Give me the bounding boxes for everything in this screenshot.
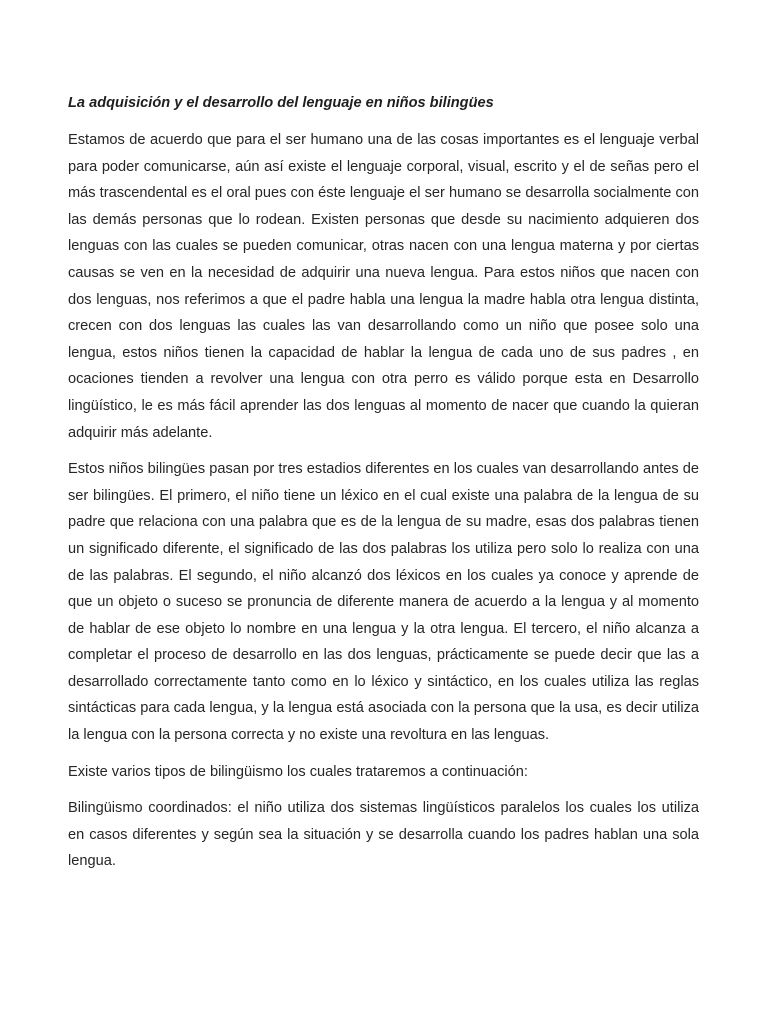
paragraph-intro: Estamos de acuerdo que para el ser humano una de las cosas importantes es el lenguaje verbal para poder comunicarse, aún así existe el lenguaje corporal, visual, escrito y el de señas pero el más trascendental es el oral pues con éste lenguaje el ser humano se desarrolla socialmente con las demás personas que lo rodean. Existen personas que desde su nacimiento adquieren dos lenguas con las cuales se pueden comunicar, otras nacen con una lengua materna y por ciertas causas se ven en la necesidad de adquirir una nueva lengua. Para estos niños que nacen con dos lenguas, nos referimos a que el padre habla una lengua la madre habla otra lengua distinta, crecen con dos lenguas las cuales las van desarrollando como un niño que posee solo una lengua, estos niños tienen la capacidad de hablar la lengua de cada uno de sus padres , en ocaciones tienden a revolver una lengua con otra perro es válido porque esta en Desarrollo lingüístico, le es más fácil aprender las dos lenguas al momento de nacer que cuando la quieran adquirir más adelante.: [68, 132, 699, 441]
paragraph-stages: Estos niños bilingües pasan por tres estadios diferentes en los cuales van desarrollando antes de ser bilingües. El primero, el niño tiene un léxico en el cual existe una palabra de la lengua de su padre que relaciona con una palabra que es de la lengua de su madre, esas dos palabras tienen un significado diferente, el significado de las dos palabras los utiliza pero solo lo realiza con una de las palabras. El segundo, el niño alcanzó dos léxicos en los cuales ya conoce y aprende de que un objeto o suceso se pronuncia de diferente manera de acuerdo a la lengua y al momento de hablar de ese objeto lo nombre en una lengua y la otra lengua. El tercero, el niño alcanza a completar el proceso de desarrollo en las dos lenguas, prácticamente se puede decir que las a desarrollado correctamente tanto como en lo léxico y sintáctico, en los cuales utiliza las reglas sintácticas para cada lengua, y la lengua está asociada con la persona que la usa, es decir utiliza la lengua con la persona correcta y no existe una revoltura en las lenguas.: [68, 461, 699, 744]
paragraph-coordinated-bilingualism: Bilingüismo coordinados: el niño utiliza dos sistemas lingüísticos paralelos los cuales los utiliza en casos diferentes y según sea la situación y se desarrolla cuando los padres hablan una sola lengua.: [68, 800, 699, 870]
document-title: La adquisición y el desarrollo del lenguaje en niños bilingües: [68, 95, 494, 111]
paragraph-types-intro: Existe varios tipos de bilingüismo los cuales trataremos a continuación:: [68, 763, 528, 780]
